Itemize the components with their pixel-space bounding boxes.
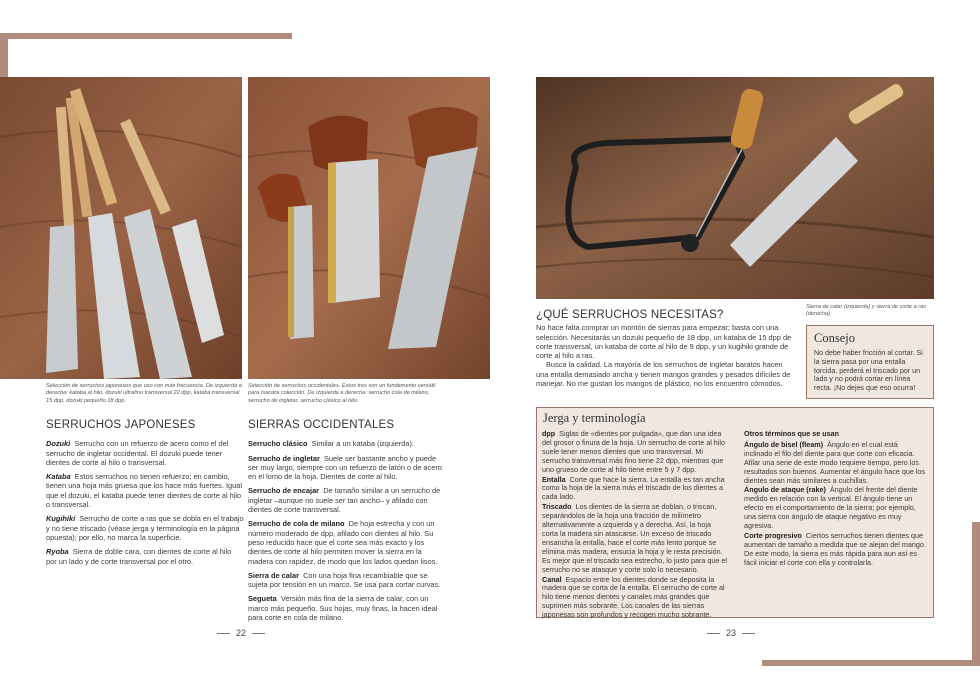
jerga-term-item: Entalla Corte que hace la sierra. La entalla es tan ancha como la hoja de la sierra más el triscado de los dientes a cada lado. — [542, 474, 725, 502]
jerga-term-item: Canal Espacio entre los dientes donde se deposita la madera que se corta de la entalla. El serrucho de corte al hilo tiene menos dientes y canales más grandes que suprimen más sobrante. Los canales de las sierras japonesas son profundos y recogen mucho sobrante. — [542, 574, 725, 620]
caption-western-saws: Selección de serruchos occidentales. Estos tres son un fundamento versátil para nuestra colección. De izquierda a derecha: serrucho cola de milano, serrucho de ingletar, serrucho clásico al hilo. — [248, 383, 436, 404]
jerga-term-item: dpp Siglas de «dientes por pulgada», que dan una idea del grosor o finura de la hoja. Un serrucho de corte al hilo suele tener menos dientes que uno transversal. Mi serrucho transversal más fino tiene 22 dpp, mientras que uno grueso de corte al hilo tiene entre 5 y 7 dpp. — [542, 429, 725, 474]
jerga-right-column — [744, 430, 928, 569]
western-term-item: Serrucho clásico Similar a un kataba (izquierda). — [248, 439, 414, 449]
top-left-accent-vertical — [0, 33, 8, 77]
western-term-item: Serrucho de encajar De tamaño similar a un serrucho de ingletar –aunque no suele ser tan ancho– y afilado con dientes de corte transversal. — [248, 486, 441, 515]
japanese-saws-photo — [0, 77, 242, 379]
jerga-left-column — [542, 430, 727, 621]
japanese-term-item: Kugihiki Serrucho de corte a ras que se dobla en el trabajo y no tiene triscado (véase jerga y terminología en la página opuesta); por ello, no marca la superficie. — [46, 514, 244, 542]
consejo-box — [806, 325, 934, 399]
japanese-term-item: Kataba Estos serruchos no tienen refuerzo; en cambio, tienen una hoja más gruesa que los hace más fuertes. Igual que el dozuki, el kataba puede tener dientes de corte al hilo o transversal. — [46, 472, 242, 510]
which-saws-paragraph-1: No hace falta comprar un montón de sierras para empezar; basta con una selección. Necesitarás un dozuki pequeño de 18 dpp, un kataba de 15 dpp de corte transversal, un kataba de corte al hilo de 9 dpp, y un kugihiki grande de corte al hilo a ras. — [536, 323, 792, 361]
page-number-left — [217, 628, 265, 638]
western-term-item: Serrucho de ingletar Suele ser bastante ancho y puede ser muy largo, siempre con un refuerzo de latón o de acero en el lomo de la hoja. Dientes de corte al hilo. — [248, 453, 442, 482]
western-saws-column — [248, 421, 446, 627]
other-terms-heading: Otros términos que se usan — [744, 429, 840, 438]
japanese-saws-column — [46, 421, 244, 571]
japanese-term-item: Dozuki Serrucho con un refuerzo de acero como el del serrucho de ingletar occidental. El dozuki puede tener dientes de corte al hilo o transversal. — [46, 439, 229, 467]
page-number-right-text: 23 — [726, 628, 737, 638]
western-term-item: Serrucho de cola de milano De hoja estrecha y con un número moderado de dpp, afilado con dientes al hilo. Su peso reducido hace que el corte sea más exacto y los dientes de corte al hilo permiten mover la sierra en la madera con rapidez, de modo que los lados quedan lisos. — [248, 519, 438, 566]
western-saws-photo — [248, 77, 490, 379]
caption-japanese-saws: Selección de serruchos japoneses que uso con más frecuencia. De izquierda a derecha: kataba al hilo, dozuki ultrafino transversal 22 dpp, kataba transversal 15 dpp, dozuki pequeño 18 dpp. — [46, 383, 242, 404]
japanese-saws-heading: SERRUCHOS JAPONESES — [46, 419, 196, 431]
western-term-item: Sierra de calar Con una hoja fina recambiable que se sujeta por tensión en un marco. Se usa para cortar curvas. — [248, 570, 441, 590]
page-number-right — [707, 628, 755, 638]
consejo-text: No debe haber fricción al cortar. Si la sierra pasa por una entalla torcida, perderá el triscado por un lado y no podrá cortar en línea recta. ¡No dejes que eso ocurra! — [814, 349, 923, 393]
jerga-title: Jerga y terminología — [543, 411, 646, 425]
japanese-term-item: Ryoba Sierra de doble cara, con dientes de corte al hilo por un lado y de corte transversal por el otro. — [46, 547, 232, 566]
other-term-item: Corte progresivo Ciertos serruchos tienen dientes que aumentan de tamaño a medida que se alejan del mango. De este modo, la sierra es más rápida para aun así es fácil iniciar el corte con ella y controlarla. — [744, 530, 926, 567]
caption-coping-saw: Sierra de calar (izquierda) y sierra de corte a ras (derecha). — [806, 304, 927, 318]
coping-saw-photo — [536, 77, 934, 299]
which-saws-heading: ¿QUÉ SERRUCHOS NECESITAS? — [536, 309, 724, 321]
other-term-item: Ángulo de ataque (rake) Ángulo del frente del diente medido en relación con la vertical. El ángulo tiene un efecto en el comportamiento de la sierra; por ejemplo, una sierra con ángulo de ataque negativo es muy agresiva. — [744, 485, 918, 531]
bottom-right-accent-vertical — [972, 522, 980, 666]
which-saws-paragraph-2: Busca la calidad. La mayoría de los serruchos de ingletar baratos hacen una entalla demasiado ancha y tienen mangos grandes y pesados difíciles de manejar. No me gustan los mangos de plástico, no los encuentro cómodos. — [536, 360, 791, 389]
western-saws-heading: SIERRAS OCCIDENTALES — [248, 419, 395, 431]
consejo-title: Consejo — [814, 331, 855, 345]
top-left-accent-bar — [0, 33, 292, 39]
page-number-left-text: 22 — [236, 628, 247, 638]
bottom-right-accent-bar — [762, 660, 980, 666]
western-term-item: Segueta Versión más fina de la sierra de calar, con un marco más pequeño. Sus hojas, muy finas, la hacen ideal para corte en cola de milano. — [248, 594, 438, 623]
jerga-term-item: Triscado Los dientes de la sierra se doblan, o triscan, separándolos de la hoja una fracción de milímetro alternativamente a izquierda y a derecha. Así, la hoja corta la madera sin atascarse. Un exceso de triscado ensancha la entalla, hace el corte más lento porque se elimina más madera, ensucia la hoja y le resta precisión. Es mejor que el triscado sea estrecho, lo justo para que el serrucho no se atasque y corte solo lo necesario. — [542, 502, 727, 574]
which-saws-section — [536, 311, 794, 393]
other-term-item: Ángulo de bisel (fleam) Ángulo en el cual está inclinado el filo del diente para que corte con eficacia. Afilar una serie de este modo requiere tiempo, pero los resultados son buenos. Aumentar el ángulo hace que los dientes sean más similares a cuchillas. — [744, 439, 926, 485]
